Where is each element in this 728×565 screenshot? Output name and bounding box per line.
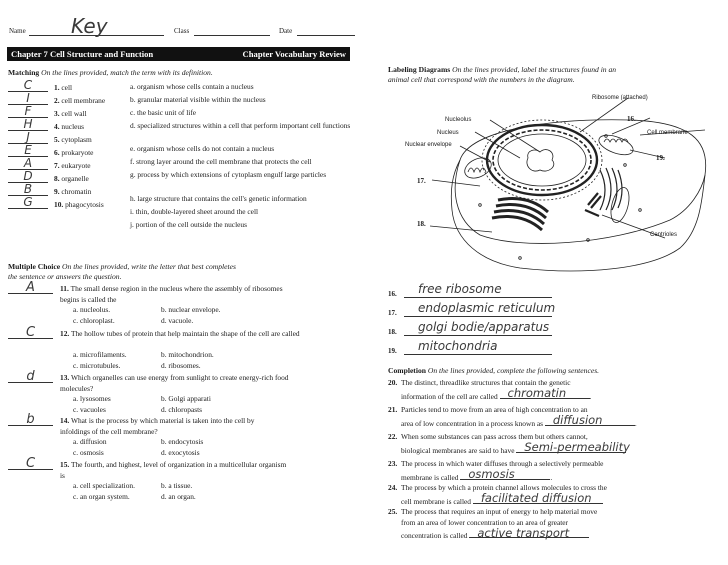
answer-blank[interactable]: facilitated diffusion bbox=[473, 494, 603, 504]
answer-blank[interactable]: A bbox=[8, 282, 53, 294]
matching-instructions: On the lines provided, match the term with its definition. bbox=[41, 68, 213, 77]
definition: f. strong layer around the cell membrane that protects the cell bbox=[130, 157, 312, 166]
term: 9. chromatin bbox=[54, 187, 92, 196]
label-answer-row: 18. golgi bodie/apparatus bbox=[388, 323, 588, 337]
answer-blank[interactable]: active transport bbox=[469, 528, 589, 538]
matching-item bbox=[8, 197, 128, 210]
labeling-instructions-1: On the lines provided, label the structures found in an bbox=[452, 65, 617, 74]
definition: i. thin, double-layered sheet around the cell bbox=[130, 207, 259, 216]
answer-line[interactable] bbox=[404, 316, 552, 317]
matching-heading bbox=[8, 68, 213, 77]
label-answer-row: 16. free ribosome bbox=[388, 285, 588, 299]
animal-cell-diagram bbox=[380, 90, 728, 280]
answer-blank[interactable]: J bbox=[8, 132, 48, 144]
label-cell-membrane: Cell membrane bbox=[647, 130, 688, 136]
answer-blank[interactable]: I bbox=[8, 93, 48, 105]
label-nuclear-envelope: Nuclear envelope bbox=[405, 142, 452, 148]
name-class-date-row bbox=[9, 14, 354, 38]
definition: a. organism whose cells contain a nucleus bbox=[130, 82, 254, 91]
term: 5. cytoplasm bbox=[54, 135, 92, 144]
answer-blank[interactable]: E bbox=[8, 145, 48, 157]
answer-blank[interactable]: G bbox=[8, 197, 48, 209]
answer-line[interactable] bbox=[404, 297, 552, 298]
cell-illustration bbox=[380, 90, 728, 280]
answer-blank[interactable]: C bbox=[8, 80, 48, 92]
definition: e. organism whose cells do not contain a nucleus bbox=[130, 144, 275, 153]
answer-blank[interactable]: osmosis bbox=[460, 470, 550, 480]
answer-blank[interactable]: A bbox=[8, 158, 48, 170]
date-field[interactable] bbox=[297, 35, 355, 36]
label-nucleus: Nucleus bbox=[437, 130, 459, 136]
multiple-choice-heading bbox=[8, 262, 268, 282]
label-answer: golgi bodie/apparatus bbox=[418, 320, 550, 334]
definition: d. specialized structures within a cell that perform important cell functions bbox=[130, 121, 351, 130]
name-label: Name bbox=[9, 27, 26, 35]
definition: b. granular material visible within the nucleus bbox=[130, 95, 266, 104]
label-16: 16. bbox=[627, 115, 636, 123]
mc-title: Multiple Choice bbox=[8, 262, 61, 271]
label-centrioles: Centrioles bbox=[650, 232, 678, 238]
label-answer-row: 17. endoplasmic reticulum bbox=[388, 301, 556, 317]
label-answer: mitochondria bbox=[418, 339, 498, 353]
definition: g. process by which extensions of cytoplasm engulf large particles bbox=[130, 170, 327, 179]
definition: h. large structure that contains the cell's genetic information bbox=[130, 194, 307, 203]
labeling-heading bbox=[388, 65, 718, 85]
labeling-instructions-2: animal cell that correspond with the numbers in the diagram. bbox=[388, 75, 575, 84]
answer-blank[interactable]: C bbox=[8, 458, 53, 470]
term: 2. cell membrane bbox=[54, 96, 106, 105]
mc-instructions-1: On the lines provided, write the letter that best completes bbox=[62, 262, 236, 271]
answer-blank[interactable]: B bbox=[8, 184, 48, 196]
answer-blank[interactable]: chromatin bbox=[500, 389, 590, 399]
matching-title: Matching bbox=[8, 68, 40, 77]
label-ribosome: Ribosome (attached) bbox=[592, 95, 648, 101]
labeling-title: Labeling Diagrams bbox=[388, 65, 451, 74]
answer-blank[interactable]: b bbox=[8, 414, 53, 426]
answer-blank[interactable]: D bbox=[8, 171, 48, 183]
answer-blank[interactable]: d bbox=[8, 371, 53, 383]
answer-blank[interactable]: C bbox=[8, 327, 53, 339]
term: 7. eukaryote bbox=[54, 161, 91, 170]
term: 8. organelle bbox=[54, 174, 89, 183]
label-answer-row: 19. mitochondria bbox=[388, 342, 588, 356]
answer-blank[interactable]: diffusion bbox=[545, 416, 635, 426]
answer-blank[interactable]: F bbox=[8, 106, 48, 118]
answer-line[interactable] bbox=[404, 354, 552, 355]
chapter-header-bar bbox=[7, 47, 350, 61]
answer-blank[interactable]: H bbox=[8, 119, 48, 131]
chapter-title: Chapter 7 Cell Structure and Function bbox=[11, 49, 154, 59]
mc-instructions-2: the sentence or answers the question. bbox=[8, 272, 122, 281]
term: 1. cell bbox=[54, 83, 73, 92]
label-17: 17. bbox=[417, 177, 426, 185]
label-19: 19. bbox=[656, 154, 665, 162]
completion-heading bbox=[388, 366, 599, 375]
completion-instructions: On the lines provided, complete the following sentences. bbox=[427, 366, 600, 375]
name-value: Key bbox=[71, 14, 108, 38]
label-answer: endoplasmic reticulum bbox=[418, 301, 556, 315]
class-field[interactable] bbox=[194, 35, 270, 36]
completion-title: Completion bbox=[388, 366, 426, 375]
date-label: Date bbox=[279, 27, 293, 35]
answer-line[interactable] bbox=[404, 335, 552, 336]
term: 4. nucleus bbox=[54, 122, 84, 131]
label-answer: free ribosome bbox=[418, 282, 502, 296]
class-label: Class bbox=[174, 27, 190, 35]
answer-blank[interactable]: Semi-permeability bbox=[516, 443, 626, 453]
label-nucleolus: Nucleolus bbox=[445, 117, 472, 123]
term: 10. phagocytosis bbox=[54, 200, 104, 209]
label-18: 18. bbox=[417, 220, 426, 228]
review-title: Chapter Vocabulary Review bbox=[242, 49, 346, 59]
term: 3. cell wall bbox=[54, 109, 87, 118]
definition: j. portion of the cell outside the nucleus bbox=[130, 220, 247, 229]
definition: c. the basic unit of life bbox=[130, 108, 197, 117]
term: 6. prokaryote bbox=[54, 148, 94, 157]
